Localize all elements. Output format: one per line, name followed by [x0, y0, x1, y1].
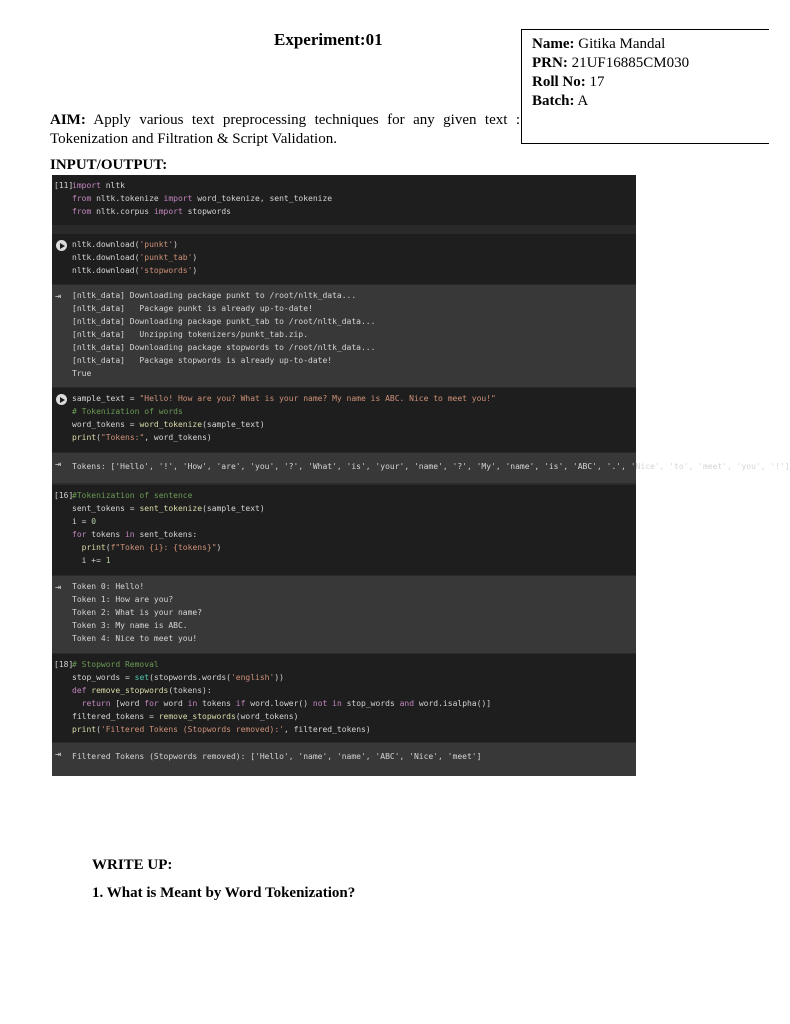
code-line: import nltk — [72, 181, 125, 190]
code-line: sample_text = "Hello! How are you? What is your name? My name is ABC. Nice to meet you!" — [72, 394, 496, 403]
code-line: print("Tokens:", word_tokens) — [72, 433, 212, 442]
write-up-heading: WRITE UP: — [92, 857, 173, 873]
name-label: Name: — [532, 36, 575, 52]
cell-exec-count: [18] — [54, 660, 74, 669]
cell-output — [72, 289, 375, 380]
code-line: from nltk.corpus import stopwords — [72, 207, 231, 216]
output-line: [nltk_data] Downloading package stopwords to /root/nltk_data... — [72, 343, 376, 352]
output-line: True — [72, 369, 92, 378]
run-cell-icon[interactable] — [56, 240, 67, 251]
output-line: Token 4: Nice to meet you! — [72, 634, 198, 643]
output-cell-sent-tokens — [52, 576, 636, 653]
code-line: for tokens in sent_tokens: — [72, 530, 198, 539]
batch-value: A — [574, 93, 589, 109]
output-line: [nltk_data] Downloading package punkt to /root/nltk_data... — [72, 291, 357, 300]
roll-label: Roll No: — [532, 74, 586, 90]
prn-row — [532, 54, 769, 73]
code-line: i = 0 — [72, 517, 97, 526]
output-toggle-icon[interactable]: ⇥ — [55, 749, 62, 760]
code-cell-download — [52, 234, 636, 284]
output-line: Token 3: My name is ABC. — [72, 621, 188, 630]
cell-code — [72, 489, 265, 567]
output-line: Token 2: What is your name? — [72, 608, 203, 617]
aim-text-1: Apply various text preprocessing techniques for any given text : — [85, 112, 520, 128]
prn-value: 21UF16885CM030 — [567, 55, 690, 71]
output-toggle-icon[interactable]: ⇥ — [55, 582, 62, 593]
cell-output — [72, 460, 790, 473]
code-line: def remove_stopwords(tokens): — [72, 686, 212, 695]
code-line: print(f"Token {i}: {tokens}") — [81, 543, 222, 552]
output-line: Filtered Tokens (Stopwords removed): ['Hello', 'name', 'name', 'ABC', 'Nice', 'meet'] — [72, 752, 482, 761]
io-heading: INPUT/OUTPUT: — [50, 157, 168, 173]
code-cell-word-tokenize — [52, 388, 636, 452]
output-toggle-icon[interactable]: ⇥ — [55, 291, 62, 302]
code-line: #Tokenization of sentence — [72, 491, 193, 500]
code-line: return [word for word in tokens if word.lower() not in stop_words and word.isalpha()] — [81, 699, 492, 708]
name-row — [532, 35, 769, 54]
code-line: i += 1 — [72, 556, 111, 565]
code-line: from nltk.tokenize import word_tokenize, sent_tokenize — [72, 194, 333, 203]
code-line: stop_words = set(stopwords.words('english')) — [72, 673, 284, 682]
output-line: [nltk_data] Package punkt is already up-to-date! — [72, 304, 313, 313]
output-toggle-icon[interactable]: ⇥ — [55, 459, 62, 470]
question-1: 1. What is Meant by Word Tokenization? — [92, 885, 356, 901]
prn-label: PRN: — [532, 55, 568, 71]
cell-code — [72, 392, 496, 444]
roll-row — [532, 73, 769, 92]
output-line: [nltk_data] Unzipping tokenizers/punkt_tab.zip. — [72, 330, 309, 339]
name-value: Gitika Mandal — [574, 36, 666, 52]
cell-exec-count: [11] — [54, 181, 74, 190]
batch-label: Batch: — [532, 93, 575, 109]
cell-code — [72, 238, 197, 277]
output-line: [nltk_data] Package stopwords is already up-to-date! — [72, 356, 333, 365]
aim-line-1 — [50, 111, 520, 130]
cell-code — [72, 658, 491, 736]
roll-value: 17 — [585, 74, 605, 90]
notebook-screenshot — [52, 175, 790, 776]
output-line: Token 0: Hello! — [72, 582, 145, 591]
output-line: Tokens: ['Hello', '!', 'How', 'are', 'you', '?', 'What', 'is', 'your', 'name', '?', 'My', 'name', 'is', 'ABC', '.', 'Nice', 'to', 'meet', 'you', '!'] — [72, 462, 790, 471]
output-cell-filtered — [52, 743, 636, 776]
aim-paragraph — [50, 111, 520, 149]
aim-text-2: Tokenization and Filtration & Script Validation. — [50, 131, 337, 147]
code-line: # Stopword Removal — [72, 660, 159, 669]
code-line: print('Filtered Tokens (Stopwords removed):', filtered_tokens) — [72, 725, 371, 734]
output-line: Token 1: How are you? — [72, 595, 174, 604]
code-line: nltk.download('stopwords') — [72, 266, 198, 275]
run-cell-icon[interactable] — [56, 394, 67, 405]
output-cell-word-tokens — [52, 453, 790, 483]
code-line: word_tokens = word_tokenize(sample_text) — [72, 420, 265, 429]
code-line: nltk.download('punkt') — [72, 240, 178, 249]
cell-output — [72, 750, 481, 763]
cell-code — [72, 179, 332, 218]
code-line: sent_tokens = sent_tokenize(sample_text) — [72, 504, 265, 513]
code-cell-stopwords — [52, 654, 636, 742]
student-info-box — [521, 29, 769, 144]
cell-output — [72, 580, 202, 645]
output-cell-download — [52, 285, 636, 387]
cell-exec-count: [16] — [54, 491, 74, 500]
code-line: nltk.download('punkt_tab') — [72, 253, 198, 262]
code-cell-imports — [52, 175, 636, 225]
code-cell-sent-tokenize — [52, 485, 636, 575]
batch-row — [532, 92, 769, 111]
output-line: [nltk_data] Downloading package punkt_tab to /root/nltk_data... — [72, 317, 376, 326]
experiment-title: Experiment:01 — [274, 30, 383, 49]
code-line: # Tokenization of words — [72, 407, 183, 416]
code-line: filtered_tokens = remove_stopwords(word_tokens) — [72, 712, 299, 721]
aim-label: AIM: — [50, 112, 86, 128]
